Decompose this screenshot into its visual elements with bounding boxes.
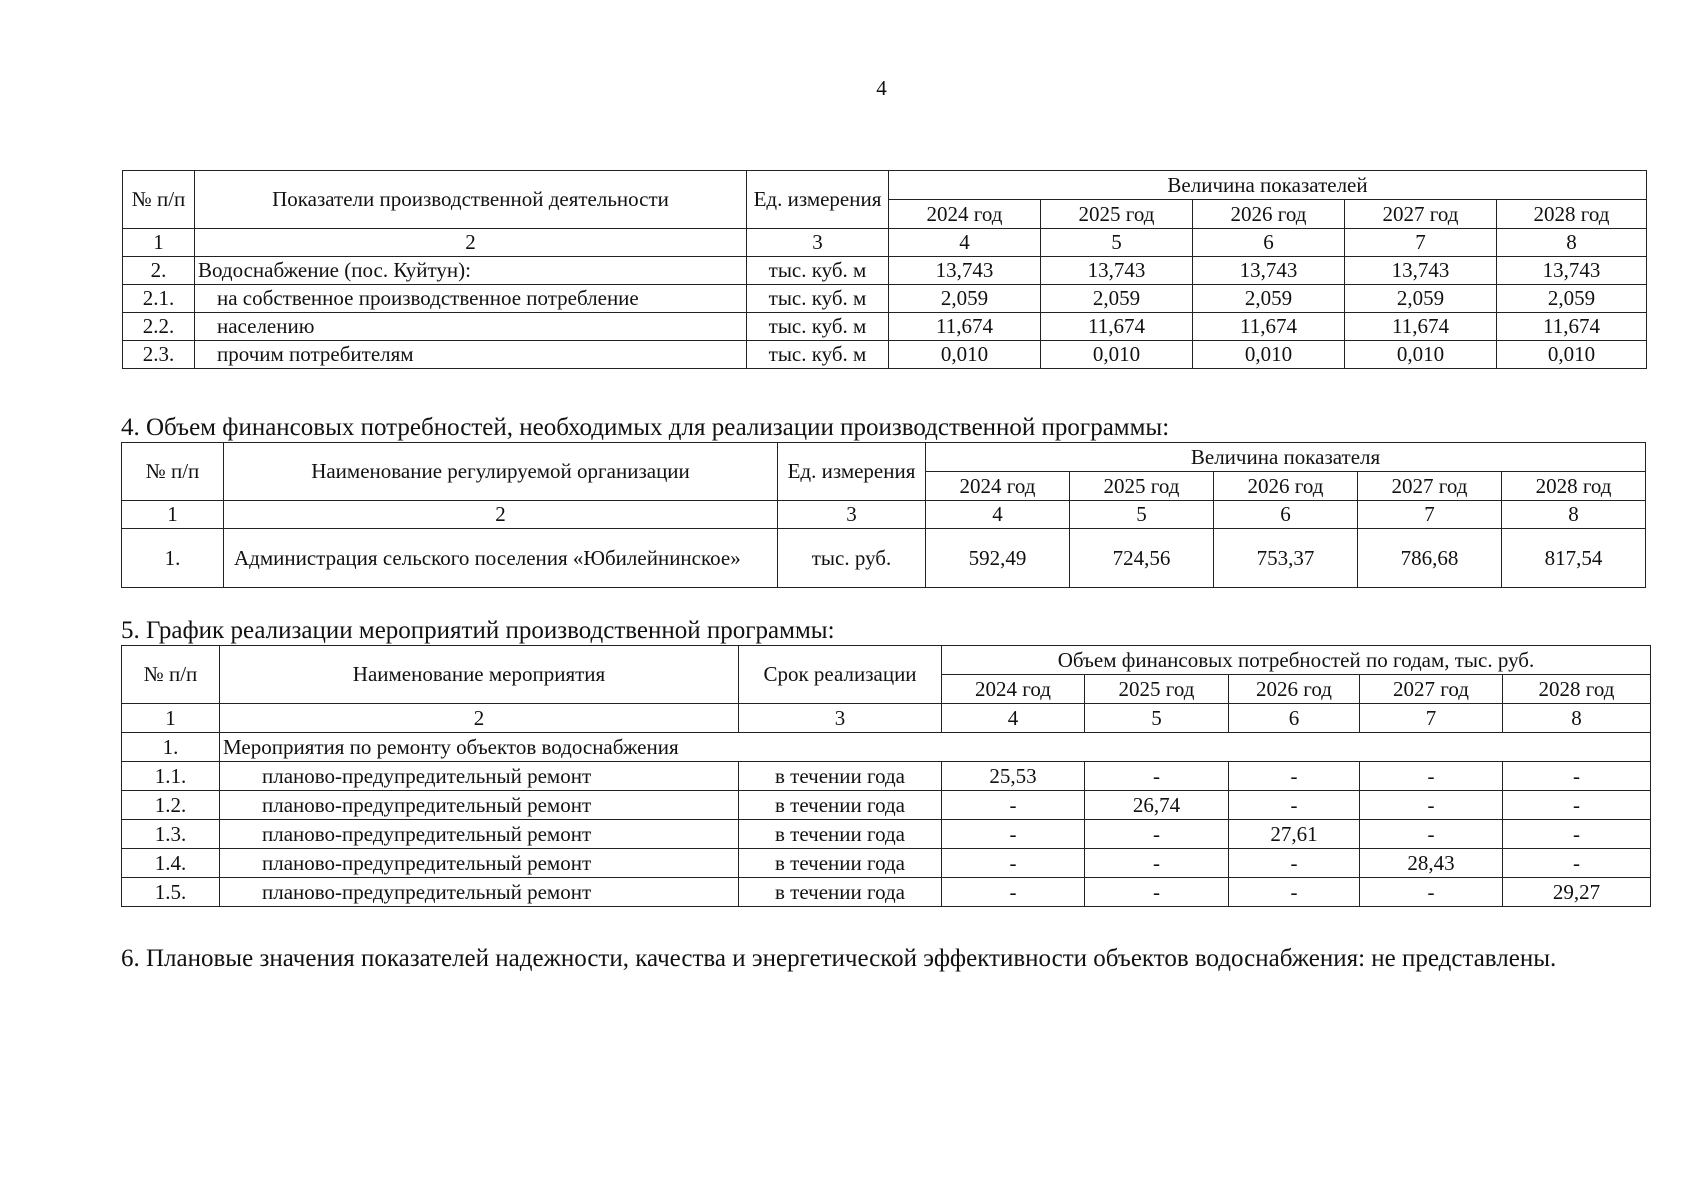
header-year: 2024 год bbox=[926, 472, 1070, 501]
row-name: прочим потребителям bbox=[195, 341, 747, 369]
header-year: 2028 год bbox=[1503, 675, 1651, 704]
row-name: планово-предупредительный ремонт bbox=[220, 849, 739, 878]
row-value: - bbox=[942, 878, 1085, 907]
row-value: 11,674 bbox=[1345, 313, 1497, 341]
row-num: 1.2. bbox=[122, 791, 220, 820]
header-year: 2026 год bbox=[1193, 200, 1345, 229]
index-cell: 5 bbox=[1085, 704, 1229, 733]
section-4-heading: 4. Объем финансовых потребностей, необходимых для реализации производственной программы: bbox=[121, 414, 1170, 441]
row-name: планово-предупредительный ремонт bbox=[220, 878, 739, 907]
header-num: № п/п bbox=[122, 443, 224, 501]
index-cell: 4 bbox=[942, 704, 1085, 733]
header-year: 2024 год bbox=[889, 200, 1041, 229]
index-cell: 1 bbox=[123, 229, 195, 257]
row-value: 11,674 bbox=[1193, 313, 1345, 341]
index-cell: 3 bbox=[778, 501, 926, 529]
row-value: - bbox=[1085, 849, 1229, 878]
row-num: 2.3. bbox=[123, 341, 195, 369]
row-value: 0,010 bbox=[889, 341, 1041, 369]
row-num: 2. bbox=[123, 257, 195, 285]
table-row bbox=[123, 341, 1647, 369]
header-year: 2027 год bbox=[1360, 675, 1503, 704]
row-value: 13,743 bbox=[1193, 257, 1345, 285]
index-cell: 4 bbox=[889, 229, 1041, 257]
group-num: 1. bbox=[122, 733, 220, 762]
row-period: в течении года bbox=[739, 791, 942, 820]
row-value: 0,010 bbox=[1345, 341, 1497, 369]
table-row bbox=[122, 762, 1651, 791]
row-value: 0,010 bbox=[1193, 341, 1345, 369]
schedule-table bbox=[121, 645, 1651, 907]
header-num: № п/п bbox=[122, 646, 220, 704]
row-num: 1.5. bbox=[122, 878, 220, 907]
row-value: 13,743 bbox=[1497, 257, 1647, 285]
index-cell: 3 bbox=[747, 229, 889, 257]
table-header-row bbox=[122, 646, 1651, 675]
row-value: - bbox=[942, 849, 1085, 878]
row-name: планово-предупредительный ремонт bbox=[220, 791, 739, 820]
row-unit: тыс. куб. м bbox=[747, 313, 889, 341]
row-value: 2,059 bbox=[1041, 285, 1193, 313]
row-value: - bbox=[1085, 762, 1229, 791]
header-year: 2026 год bbox=[1229, 675, 1360, 704]
row-value: 724,56 bbox=[1070, 529, 1214, 588]
row-num: 2.1. bbox=[123, 285, 195, 313]
index-cell: 3 bbox=[739, 704, 942, 733]
row-value: 2,059 bbox=[1497, 285, 1647, 313]
financial-needs-table bbox=[121, 442, 1646, 588]
row-period: в течении года bbox=[739, 849, 942, 878]
group-row bbox=[122, 733, 1651, 762]
header-year: 2026 год bbox=[1214, 472, 1358, 501]
header-indicator: Показатели производственной деятельности bbox=[195, 171, 747, 229]
row-value: - bbox=[1503, 791, 1651, 820]
index-cell: 7 bbox=[1358, 501, 1502, 529]
row-name: планово-предупредительный ремонт bbox=[220, 762, 739, 791]
row-value: - bbox=[1503, 820, 1651, 849]
row-value: 786,68 bbox=[1358, 529, 1502, 588]
row-value: 0,010 bbox=[1041, 341, 1193, 369]
index-cell: 1 bbox=[122, 704, 220, 733]
header-name: Наименование регулируемой организации bbox=[224, 443, 778, 501]
row-value: 2,059 bbox=[889, 285, 1041, 313]
header-period: Срок реализации bbox=[739, 646, 942, 704]
row-name: Водоснабжение (пос. Куйтун): bbox=[195, 257, 747, 285]
row-num: 1.1. bbox=[122, 762, 220, 791]
row-num: 2.2. bbox=[123, 313, 195, 341]
index-cell: 7 bbox=[1345, 229, 1497, 257]
header-year: 2027 год bbox=[1358, 472, 1502, 501]
header-group: Величина показателя bbox=[926, 443, 1646, 472]
header-year: 2028 год bbox=[1497, 200, 1647, 229]
table-row bbox=[122, 820, 1651, 849]
row-unit: тыс. куб. м bbox=[747, 257, 889, 285]
table-row bbox=[122, 878, 1651, 907]
group-name: Мероприятия по ремонту объектов водоснабжения bbox=[220, 733, 1651, 762]
row-value: - bbox=[1360, 878, 1503, 907]
row-value: 29,27 bbox=[1503, 878, 1651, 907]
header-year: 2027 год bbox=[1345, 200, 1497, 229]
index-cell: 2 bbox=[195, 229, 747, 257]
index-cell: 2 bbox=[224, 501, 778, 529]
index-cell: 4 bbox=[926, 501, 1070, 529]
row-value: - bbox=[1229, 849, 1360, 878]
table-header-row bbox=[123, 171, 1647, 200]
row-num: 1.4. bbox=[122, 849, 220, 878]
header-year: 2028 год bbox=[1502, 472, 1646, 501]
row-value: - bbox=[1229, 791, 1360, 820]
section-6-text: 6. Плановые значения показателей надежности, качества и энергетической эффективности объектов водоснабжения: не представлены. bbox=[121, 945, 1557, 972]
row-period: в течении года bbox=[739, 820, 942, 849]
header-year: 2025 год bbox=[1041, 200, 1193, 229]
index-cell: 2 bbox=[220, 704, 739, 733]
page-number: 4 bbox=[876, 76, 887, 100]
row-value: 0,010 bbox=[1497, 341, 1647, 369]
row-value: 27,61 bbox=[1229, 820, 1360, 849]
row-value: 26,74 bbox=[1085, 791, 1229, 820]
row-value: - bbox=[1360, 820, 1503, 849]
row-value: - bbox=[1503, 849, 1651, 878]
header-year: 2025 год bbox=[1085, 675, 1229, 704]
index-cell: 8 bbox=[1503, 704, 1651, 733]
row-value: - bbox=[942, 791, 1085, 820]
header-name: Наименование мероприятия bbox=[220, 646, 739, 704]
table-row bbox=[123, 285, 1647, 313]
row-unit: тыс. куб. м bbox=[747, 341, 889, 369]
row-value: - bbox=[1085, 820, 1229, 849]
index-row bbox=[122, 501, 1646, 529]
table-row bbox=[123, 313, 1647, 341]
row-name: на собственное производственное потребление bbox=[195, 285, 747, 313]
row-value: 13,743 bbox=[1041, 257, 1193, 285]
row-value: 11,674 bbox=[1041, 313, 1193, 341]
row-num: 1. bbox=[122, 529, 224, 588]
row-value: - bbox=[1360, 791, 1503, 820]
row-value: 28,43 bbox=[1360, 849, 1503, 878]
row-unit: тыс. руб. bbox=[778, 529, 926, 588]
production-indicators-table bbox=[122, 170, 1647, 369]
index-cell: 6 bbox=[1193, 229, 1345, 257]
index-cell: 5 bbox=[1070, 501, 1214, 529]
table-row bbox=[123, 257, 1647, 285]
index-cell: 8 bbox=[1502, 501, 1646, 529]
row-value: 11,674 bbox=[889, 313, 1041, 341]
index-cell: 8 bbox=[1497, 229, 1647, 257]
header-num: № п/п bbox=[123, 171, 195, 229]
row-value: 13,743 bbox=[889, 257, 1041, 285]
row-value: 11,674 bbox=[1497, 313, 1647, 341]
index-cell: 6 bbox=[1214, 501, 1358, 529]
section-5-heading: 5. График реализации мероприятий производственной программы: bbox=[121, 617, 835, 644]
index-cell: 5 bbox=[1041, 229, 1193, 257]
table-row bbox=[122, 791, 1651, 820]
row-value: - bbox=[1085, 878, 1229, 907]
row-value: 2,059 bbox=[1193, 285, 1345, 313]
index-cell: 7 bbox=[1360, 704, 1503, 733]
index-row bbox=[122, 704, 1651, 733]
row-value: 592,49 bbox=[926, 529, 1070, 588]
header-unit: Ед. измерения bbox=[778, 443, 926, 501]
header-group: Величина показателей bbox=[889, 171, 1647, 200]
row-value: 25,53 bbox=[942, 762, 1085, 791]
index-cell: 6 bbox=[1229, 704, 1360, 733]
table-header-row bbox=[122, 443, 1646, 472]
index-row bbox=[123, 229, 1647, 257]
row-value: 753,37 bbox=[1214, 529, 1358, 588]
row-unit: тыс. куб. м bbox=[747, 285, 889, 313]
row-value: - bbox=[942, 820, 1085, 849]
row-period: в течении года bbox=[739, 878, 942, 907]
row-name: планово-предупредительный ремонт bbox=[220, 820, 739, 849]
table-row bbox=[122, 849, 1651, 878]
row-value: - bbox=[1229, 878, 1360, 907]
index-cell: 1 bbox=[122, 501, 224, 529]
table-row bbox=[122, 529, 1646, 588]
row-name: населению bbox=[195, 313, 747, 341]
row-value: - bbox=[1503, 762, 1651, 791]
row-value: 13,743 bbox=[1345, 257, 1497, 285]
header-group: Объем финансовых потребностей по годам, тыс. руб. bbox=[942, 646, 1651, 675]
row-value: - bbox=[1360, 762, 1503, 791]
header-year: 2025 год bbox=[1070, 472, 1214, 501]
header-year: 2024 год bbox=[942, 675, 1085, 704]
header-unit: Ед. измерения bbox=[747, 171, 889, 229]
row-value: 2,059 bbox=[1345, 285, 1497, 313]
row-period: в течении года bbox=[739, 762, 942, 791]
row-value: 817,54 bbox=[1502, 529, 1646, 588]
row-name: Администрация сельского поселения «Юбилейнинское» bbox=[224, 529, 778, 588]
row-value: - bbox=[1229, 762, 1360, 791]
row-num: 1.3. bbox=[122, 820, 220, 849]
